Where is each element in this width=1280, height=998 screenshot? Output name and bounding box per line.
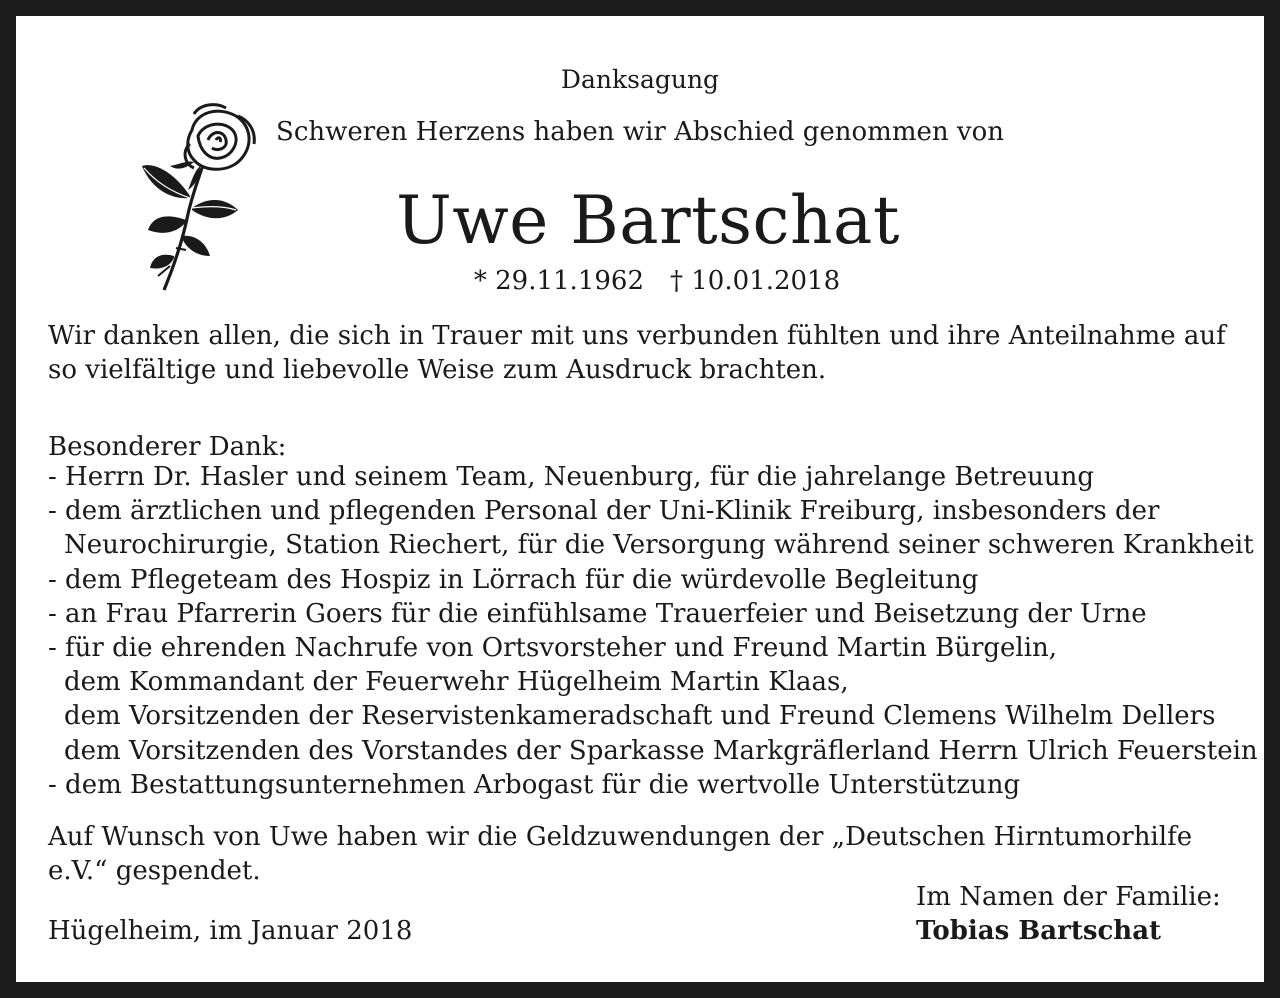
deceased-name: Uwe Bartschat: [396, 182, 900, 259]
special-thanks-title: Besonderer Dank:: [48, 432, 287, 462]
list-item: dem Vorsitzenden der Reservistenkameradschaft und Freund Clemens Wilhelm Dellers: [64, 701, 1216, 732]
list-item: - an Frau Pfarrerin Goers für die einfühlsame Trauerfeier und Beisetzung der Urne: [48, 598, 1147, 629]
place-date: Hügelheim, im Januar 2018: [48, 916, 413, 946]
signoff-label: Im Namen der Familie:: [916, 882, 1221, 912]
special-thanks-list: [48, 460, 1258, 802]
notice-heading: Danksagung: [560, 65, 720, 94]
list-item: dem Vorsitzenden des Vorstandes der Sparkasse Markgräflerland Herrn Ulrich Feuerstein: [64, 735, 1258, 766]
death-date: † 10.01.2018: [670, 266, 841, 296]
birth-date: * 29.11.1962: [473, 266, 644, 296]
signoff-name: Tobias Bartschat: [916, 916, 1162, 946]
donation-paragraph: Auf Wunsch von Uwe haben wir die Geldzuwendungen der „Deutschen Hirntumorhilfe e.V.“ gespendet.: [48, 822, 1193, 886]
notice-intro: Schweren Herzens haben wir Abschied genommen von: [276, 117, 1004, 147]
list-item: - für die ehrenden Nachrufe von Ortsvorsteher und Freund Martin Bürgelin,: [48, 633, 1058, 664]
list-item: - Herrn Dr. Hasler und seinem Team, Neuenburg, für die jahrelange Betreuung: [48, 462, 1095, 492]
list-item: - dem Bestattungsunternehmen Arbogast für die wertvolle Unterstützung: [48, 769, 1021, 800]
life-dates: [16, 266, 1264, 296]
list-item: - dem ärztlichen und pflegenden Personal der Uni-Klinik Freiburg, insbesonders der: [48, 496, 1160, 527]
thanks-paragraph: Wir danken allen, die sich in Trauer mit uns verbunden fühlten und ihre Anteilnahme auf so vielfältige und liebevolle Weise zum Ausdruck brachten.: [48, 321, 1226, 385]
list-item: Neurochirurgie, Station Riechert, für die Versorgung während seiner schweren Krankheit: [64, 530, 1254, 561]
list-item: - dem Pflegeteam des Hospiz in Lörrach für die würdevolle Begleitung: [48, 564, 979, 595]
list-item: dem Kommandant der Feuerwehr Hügelheim Martin Klaas,: [64, 667, 849, 698]
